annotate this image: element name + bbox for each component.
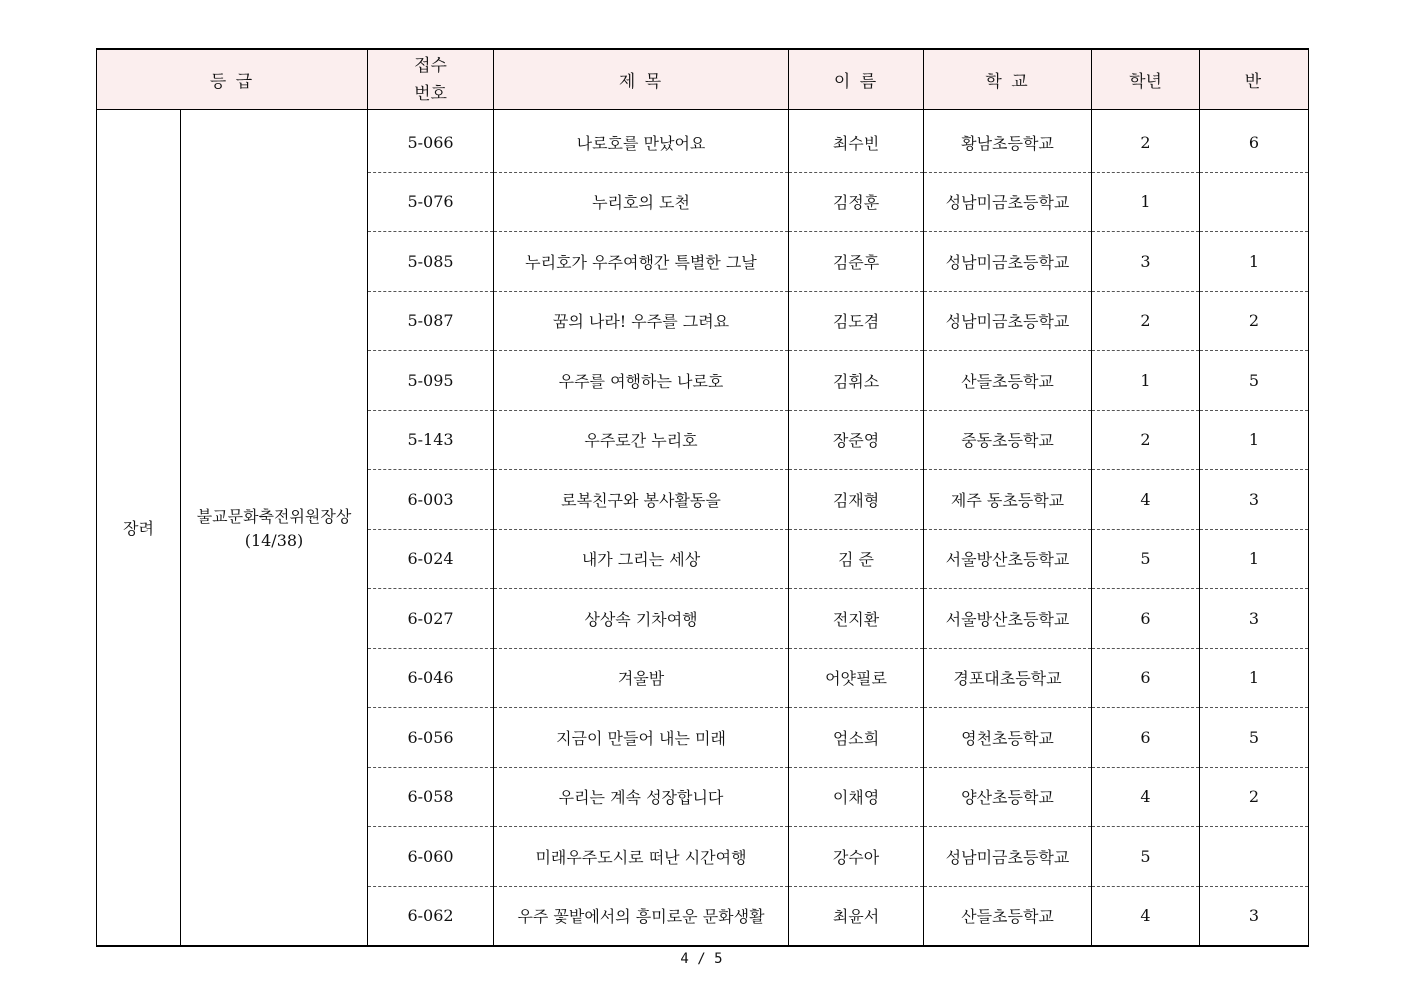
title-cell: 상상속 기차여행	[494, 589, 789, 649]
year-cell: 6	[1092, 708, 1200, 768]
entry-number-cell: 5-143	[368, 410, 494, 470]
name-cell: 김휘소	[789, 351, 924, 411]
school-cell: 성남미금초등학교	[924, 232, 1092, 292]
year-cell: 1	[1092, 172, 1200, 232]
prize-name: 불교문화축전위원장상	[196, 507, 352, 526]
school-cell: 제주 동초등학교	[924, 470, 1092, 530]
name-cell: 김 준	[789, 529, 924, 589]
class-cell: 1	[1200, 648, 1309, 708]
header-number-line2: 번호	[414, 83, 447, 104]
name-cell: 김준후	[789, 232, 924, 292]
entry-number-cell: 6-027	[368, 589, 494, 649]
school-cell: 양산초등학교	[924, 767, 1092, 827]
school-cell: 영천초등학교	[924, 708, 1092, 768]
name-cell: 최윤서	[789, 886, 924, 946]
awards-table	[96, 48, 1309, 947]
entry-number-cell: 6-060	[368, 827, 494, 887]
table-row	[97, 113, 1309, 172]
year-cell: 6	[1092, 589, 1200, 649]
year-cell: 2	[1092, 410, 1200, 470]
prize-count: (14/38)	[244, 531, 304, 550]
school-cell: 성남미금초등학교	[924, 827, 1092, 887]
title-cell: 내가 그리는 세상	[494, 529, 789, 589]
year-cell: 4	[1092, 470, 1200, 530]
school-cell: 황남초등학교	[924, 113, 1092, 172]
entry-number-cell: 5-087	[368, 291, 494, 351]
school-cell: 서울방산초등학교	[924, 529, 1092, 589]
school-cell: 산들초등학교	[924, 351, 1092, 411]
entry-number-cell: 6-046	[368, 648, 494, 708]
name-cell: 최수빈	[789, 113, 924, 172]
grade-cell: 장려	[97, 113, 181, 946]
header-row	[97, 49, 1309, 110]
title-cell: 우주로간 누리호	[494, 410, 789, 470]
class-cell: 5	[1200, 708, 1309, 768]
class-cell: 1	[1200, 529, 1309, 589]
year-cell: 3	[1092, 232, 1200, 292]
title-cell: 우주를 여행하는 나로호	[494, 351, 789, 411]
class-cell: 2	[1200, 767, 1309, 827]
header-name: 이 름	[789, 49, 924, 110]
school-cell: 경포대초등학교	[924, 648, 1092, 708]
class-cell: 5	[1200, 351, 1309, 411]
table-body	[97, 110, 1309, 947]
entry-number-cell: 6-003	[368, 470, 494, 530]
entry-number-cell: 6-056	[368, 708, 494, 768]
school-cell: 성남미금초등학교	[924, 291, 1092, 351]
name-cell: 강수아	[789, 827, 924, 887]
name-cell: 전지환	[789, 589, 924, 649]
entry-number-cell: 6-062	[368, 886, 494, 946]
class-cell	[1200, 172, 1309, 232]
prize-cell	[181, 113, 368, 946]
entry-number-cell: 5-095	[368, 351, 494, 411]
name-cell: 김도겸	[789, 291, 924, 351]
name-cell: 이채영	[789, 767, 924, 827]
name-cell: 김정훈	[789, 172, 924, 232]
title-cell: 미래우주도시로 떠난 시간여행	[494, 827, 789, 887]
title-cell: 겨울밤	[494, 648, 789, 708]
header-number	[368, 49, 494, 110]
header-year: 학년	[1092, 49, 1200, 110]
title-cell: 누리호의 도천	[494, 172, 789, 232]
entry-number-cell: 6-024	[368, 529, 494, 589]
title-cell: 우리는 계속 성장합니다	[494, 767, 789, 827]
title-cell: 로복친구와 봉사활동을	[494, 470, 789, 530]
year-cell: 2	[1092, 291, 1200, 351]
school-cell: 산들초등학교	[924, 886, 1092, 946]
name-cell: 김재형	[789, 470, 924, 530]
name-cell: 엄소희	[789, 708, 924, 768]
class-cell	[1200, 827, 1309, 887]
entry-number-cell: 5-085	[368, 232, 494, 292]
title-cell: 지금이 만들어 내는 미래	[494, 708, 789, 768]
class-cell: 1	[1200, 232, 1309, 292]
name-cell: 어얏필로	[789, 648, 924, 708]
header-school: 학 교	[924, 49, 1092, 110]
header-class: 반	[1200, 49, 1309, 110]
title-cell: 나로호를 만났어요	[494, 113, 789, 172]
class-cell: 3	[1200, 470, 1309, 530]
header-title: 제 목	[494, 49, 789, 110]
year-cell: 6	[1092, 648, 1200, 708]
year-cell: 5	[1092, 529, 1200, 589]
title-cell: 우주 꽃밭에서의 흥미로운 문화생활	[494, 886, 789, 946]
title-cell: 꿈의 나라! 우주를 그려요	[494, 291, 789, 351]
class-cell: 2	[1200, 291, 1309, 351]
title-cell: 누리호가 우주여행간 특별한 그날	[494, 232, 789, 292]
year-cell: 4	[1092, 767, 1200, 827]
class-cell: 3	[1200, 886, 1309, 946]
year-cell: 1	[1092, 351, 1200, 411]
entry-number-cell: 6-058	[368, 767, 494, 827]
class-cell: 1	[1200, 410, 1309, 470]
class-cell: 6	[1200, 113, 1309, 172]
entry-number-cell: 5-066	[368, 113, 494, 172]
header-grade: 등 급	[97, 49, 368, 110]
school-cell: 중동초등학교	[924, 410, 1092, 470]
header-number-line1: 접수	[414, 55, 447, 76]
name-cell: 장준영	[789, 410, 924, 470]
page-number: 4 / 5	[680, 951, 723, 967]
school-cell: 서울방산초등학교	[924, 589, 1092, 649]
school-cell: 성남미금초등학교	[924, 172, 1092, 232]
entry-number-cell: 5-076	[368, 172, 494, 232]
class-cell: 3	[1200, 589, 1309, 649]
year-cell: 4	[1092, 886, 1200, 946]
year-cell: 2	[1092, 113, 1200, 172]
year-cell: 5	[1092, 827, 1200, 887]
